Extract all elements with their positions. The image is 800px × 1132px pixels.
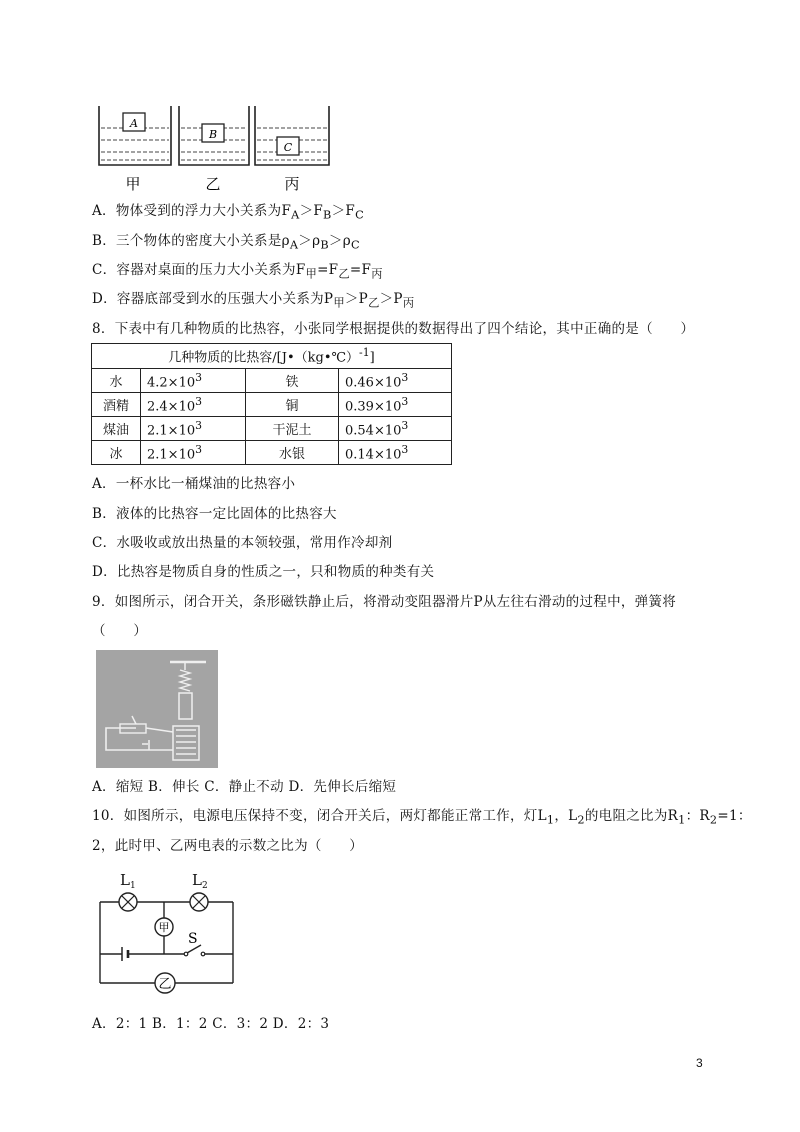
table-row <box>92 393 452 417</box>
q7-option-a: A．物体受到的浮力大小关系为$F_A>F_B>F_C$ <box>92 203 364 222</box>
q9-stem-line1: 9．如图所示，闭合开关，条形磁铁静止后，将滑动变阻器滑片P从左往右滑动的过程中，弹簧将 <box>92 594 677 610</box>
table-row <box>92 417 452 441</box>
table-cell: $2.1\times 10^3$ <box>141 441 246 465</box>
page-number: 3 <box>696 1056 703 1070</box>
q7-option-b: B．三个物体的密度大小关系是$\rho_A>\rho_B>\rho_C$ <box>92 233 360 252</box>
table-cell: $2.1\times 10^3$ <box>141 417 246 441</box>
specific-heat-table <box>91 343 452 465</box>
table-cell: 水 <box>92 369 141 393</box>
q7-option-c: C．容器对桌面的压力大小关系为$F_甲=F_乙=F_丙$ <box>92 262 383 281</box>
battery-icon <box>122 947 128 961</box>
table-cell: $0.46\times 10^3$ <box>339 369 452 393</box>
table-cell: $2.4\times 10^3$ <box>141 393 246 417</box>
label-s: S <box>188 931 198 947</box>
meter-jia-label: 甲 <box>158 921 170 934</box>
block-b-label: B <box>208 128 218 141</box>
table-cell: 煤油 <box>92 417 141 441</box>
electromagnet-sketch <box>96 650 218 768</box>
table-title-row <box>92 344 452 369</box>
meter-yi-label: 乙 <box>158 977 172 992</box>
table-cell: $0.39\times 10^3$ <box>339 393 452 417</box>
table-cell: 干泥土 <box>246 417 339 441</box>
container-label-bing: 丙 <box>284 175 300 193</box>
table-cell: 铜 <box>246 393 339 417</box>
q9-stem-line2: （ ） <box>92 623 148 639</box>
q9-options: A．缩短 B．伸长 C．静止不动 D．先伸长后缩短 <box>92 779 397 795</box>
label-l2: $L_2$ <box>192 871 208 891</box>
table-cell: $0.14\times 10^3$ <box>339 441 452 465</box>
block-c-label: C <box>283 141 293 154</box>
container-label-jia: 甲 <box>125 175 141 193</box>
container-label-yi: 乙 <box>205 175 221 193</box>
table-cell: $0.54\times 10^3$ <box>339 417 452 441</box>
q10-stem-line2: 2，此时甲、乙两电表的示数之比为（ ） <box>92 838 364 854</box>
container-bing <box>255 106 329 165</box>
table-cell: 铁 <box>246 369 339 393</box>
table-row <box>92 441 452 465</box>
q8-stem: 8．下表中有几种物质的比热容，小张同学根据提供的数据得出了四个结论，其中正确的是（ ） <box>92 321 695 337</box>
q7-option-d: D．容器底部受到水的压强大小关系为$P_甲>P_乙>P_丙$ <box>92 291 415 310</box>
circuit-diagram <box>92 870 242 1000</box>
table-cell: $4.2\times 10^3$ <box>141 369 246 393</box>
table-cell: 酒精 <box>92 393 141 417</box>
q8-option-b: B．液体的比热容一定比固体的比热容大 <box>92 506 337 522</box>
table-cell: 水银 <box>246 441 339 465</box>
q8-option-a: A．一杯水比一桶煤油的比热容小 <box>92 476 296 492</box>
table-cell: 冰 <box>92 441 141 465</box>
q10-stem-line1: 10．如图所示，电源电压保持不变，闭合开关后，两灯都能正常工作，灯$L_1$，$L_2$的电阻之比为$R_1$：$R_2=1$： <box>92 808 752 827</box>
block-a-label: A <box>130 117 138 130</box>
label-l1: $L_1$ <box>120 871 136 891</box>
table-title: 几种物质的比热容/[J•（kg•℃）$^{-1}$] <box>92 344 452 369</box>
table-row <box>92 369 452 393</box>
containers-figure <box>95 100 335 195</box>
container-jia <box>99 106 171 165</box>
q8-option-d: D．比热容是物质自身的性质之一，只和物质的种类有关 <box>92 564 435 580</box>
lamp-l1-icon <box>119 893 137 911</box>
electromagnet-photo <box>96 650 218 768</box>
lamp-l2-icon <box>190 893 208 911</box>
q8-option-c: C．水吸收或放出热量的本领较强，常用作冷却剂 <box>92 535 393 551</box>
q10-options: A．2：1 B．1：2 C．3：2 D．2：3 <box>92 1016 330 1032</box>
